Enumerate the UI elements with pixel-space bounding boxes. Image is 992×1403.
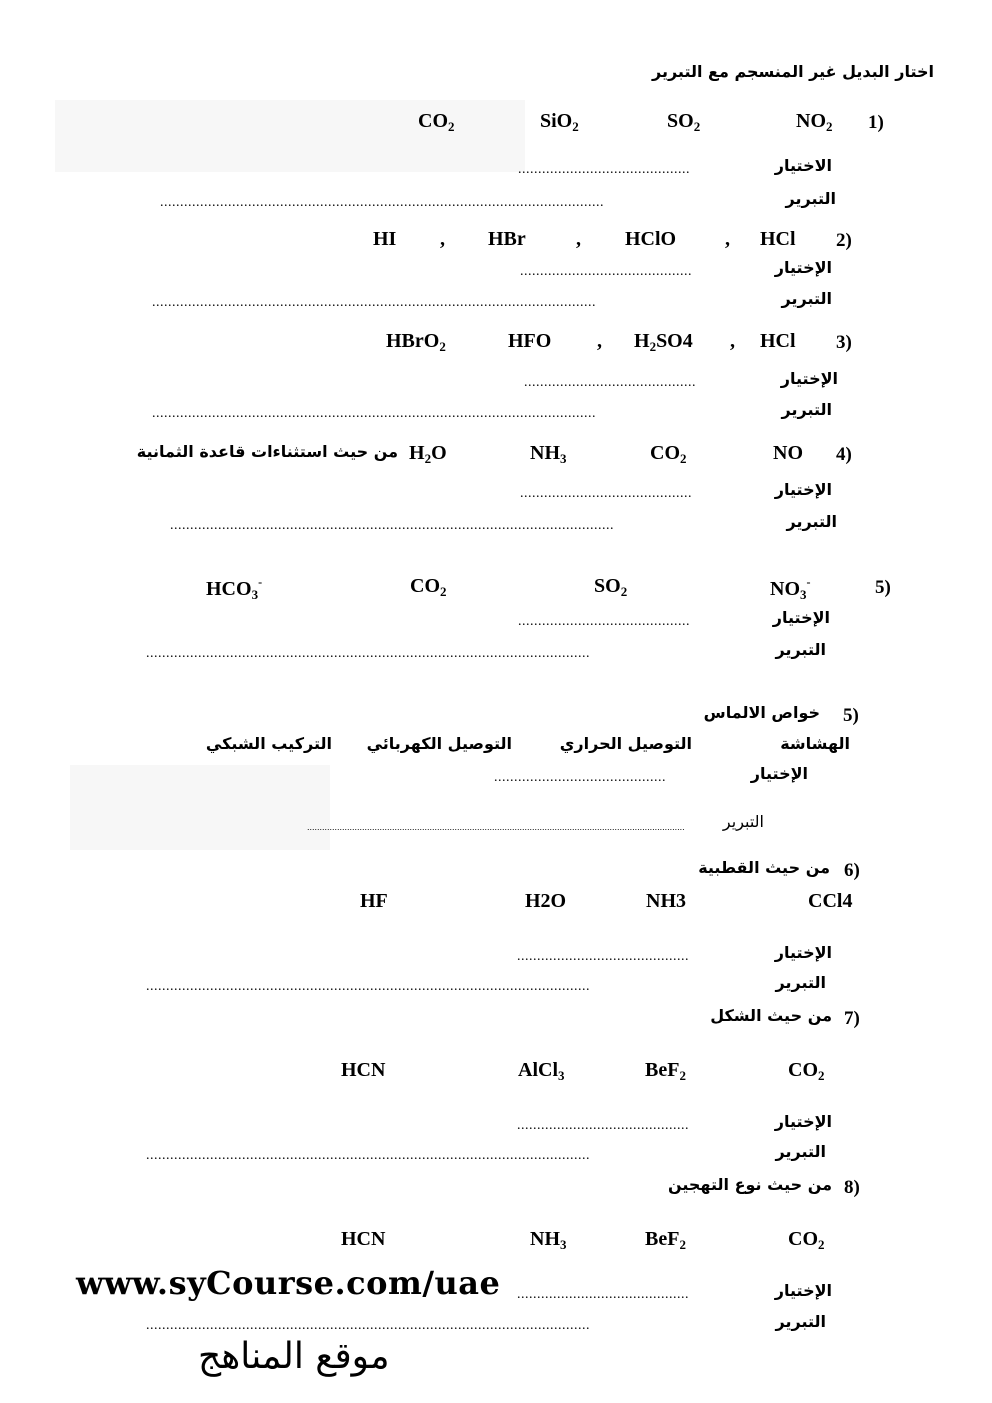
reason-answer-line[interactable]: ............................................................................................................... [160,195,604,210]
separator: , [440,228,445,250]
separator: , [725,228,730,250]
reason-answer-line[interactable]: ............................................................................................................... [152,295,596,310]
formula-co2: $CO_2$ [788,1059,825,1083]
question-topic: من حيث القطبية [698,858,830,877]
question-number: 4) [836,444,852,465]
formula-hcl: HCl [760,330,796,352]
watermark-url: www.syCourse.com/uae [76,1264,501,1302]
choice-answer-line[interactable]: ........................................... [524,375,696,390]
formula-bef2: BeF$_2$ [645,1228,686,1252]
formula-hco3-ion: $HCO_3^-$ [206,575,263,602]
option-text: التركيب الشبكي [205,734,332,753]
formula-h2o: $H_2O$ [409,442,447,466]
separator: , [597,330,602,352]
formula-no2: $NO_2$ [796,110,833,134]
formula-hclo: HClO [625,228,677,250]
question-number: 7) [844,1008,860,1029]
formula-no3-ion: $NO_3^-$ [770,575,811,602]
formula-h2so4: $H_2SO4$ [634,330,693,354]
question-topic: خواص الالماس [703,703,820,722]
question-number: 5) [843,705,859,726]
formula-hcn: HCN [341,1059,386,1081]
formula-hbr: HBr [488,228,526,250]
question-number: 1) [868,112,884,133]
choice-label: الإختيار [774,258,832,277]
formula-so2: $SO_2$ [594,575,628,599]
reason-answer-line[interactable]: ............................................................................................................... [146,979,590,994]
question-topic: من حيث نوع التهجين [667,1175,832,1194]
separator: , [576,228,581,250]
formula-hf: HF [360,890,388,912]
option-text: التوصيل الحراري [559,734,692,753]
question-note: من حيث استثناءات قاعدة الثمانية [136,442,398,461]
reason-label: التبرير [775,1142,826,1161]
choice-answer-line[interactable]: ........................................... [494,770,666,785]
question-number: 5) [875,577,891,598]
reason-answer-line[interactable]: ............................................................................................................... [146,1318,590,1333]
choice-label: الإختيار [774,480,832,499]
choice-label: الإختيار [774,1281,832,1300]
reason-answer-line[interactable]: ............................................................................................................... [152,406,596,421]
question-topic: من حيث الشكل [710,1006,832,1025]
choice-label: الإختيار [780,369,838,388]
choice-label: الإختيار [750,764,808,783]
question-number: 3) [836,332,852,353]
watermark-site-name: موقع المناهج [198,1336,390,1377]
formula-co2: $CO_2$ [788,1228,825,1252]
formula-hi: HI [373,228,397,250]
option-text: التوصيل الكهربائي [366,734,512,753]
choice-answer-line[interactable]: ........................................... [518,162,690,177]
formula-nh3: $NH_3$ [530,442,567,466]
formula-alcl3: AlCl$_3$ [518,1059,565,1083]
choice-label: الاختيار [774,156,832,175]
formula-h2o: H2O [525,890,567,912]
option-text: الهشاشة [780,734,850,753]
choice-answer-line[interactable]: ........................................... [518,614,690,629]
choice-label: الإختيار [772,608,830,627]
formula-hfo: HFO [508,330,552,352]
reason-label: التبرير [785,189,836,208]
reason-label: التبرير [775,640,826,659]
scan-shade [70,765,330,850]
formula-nh3: $NH_3$ [530,1228,567,1252]
reason-label: التبرير [775,973,826,992]
formula-hbro2: HBrO$_2$ [386,330,446,354]
reason-label: التبرير [781,289,832,308]
reason-answer-line[interactable]: ............................................................................................................... [146,1148,590,1163]
formula-no: NO [773,442,803,464]
choice-answer-line[interactable]: ........................................... [517,1287,689,1302]
formula-sio2: SiO$_2$ [540,110,579,134]
formula-ccl4: CCl4 [808,890,853,912]
choice-answer-line[interactable]: ........................................... [517,1118,689,1133]
reason-answer-line[interactable]: ............................................................................................................... [170,518,614,533]
separator: , [730,330,735,352]
choice-label: الإختيار [774,943,832,962]
scan-shade [55,100,525,172]
question-number: 2) [836,230,852,251]
choice-answer-line[interactable]: ........................................... [520,264,692,279]
choice-answer-line[interactable]: ........................................... [517,949,689,964]
formula-co2: $CO_2$ [418,110,455,134]
reason-answer-line[interactable]: ....................................................................................................................................................... [307,822,685,832]
formula-co2: $CO_2$ [650,442,687,466]
reason-label: التبرير [786,512,837,531]
page-title: اختار البديل غير المنسجم مع التبرير [652,62,934,81]
reason-answer-line[interactable]: ............................................................................................................... [146,646,590,661]
question-number: 8) [844,1177,860,1198]
formula-co2: $CO_2$ [410,575,447,599]
choice-answer-line[interactable]: ........................................... [520,486,692,501]
formula-so2: $SO_2$ [667,110,701,134]
reason-label: التبرير [722,812,764,831]
reason-label: التبرير [775,1312,826,1331]
formula-hcl: HCl [760,228,796,250]
reason-label: التبرير [781,400,832,419]
formula-nh3: NH3 [646,890,686,912]
formula-hcn: HCN [341,1228,386,1250]
question-number: 6) [844,860,860,881]
formula-bef2: BeF$_2$ [645,1059,686,1083]
choice-label: الإختيار [774,1112,832,1131]
